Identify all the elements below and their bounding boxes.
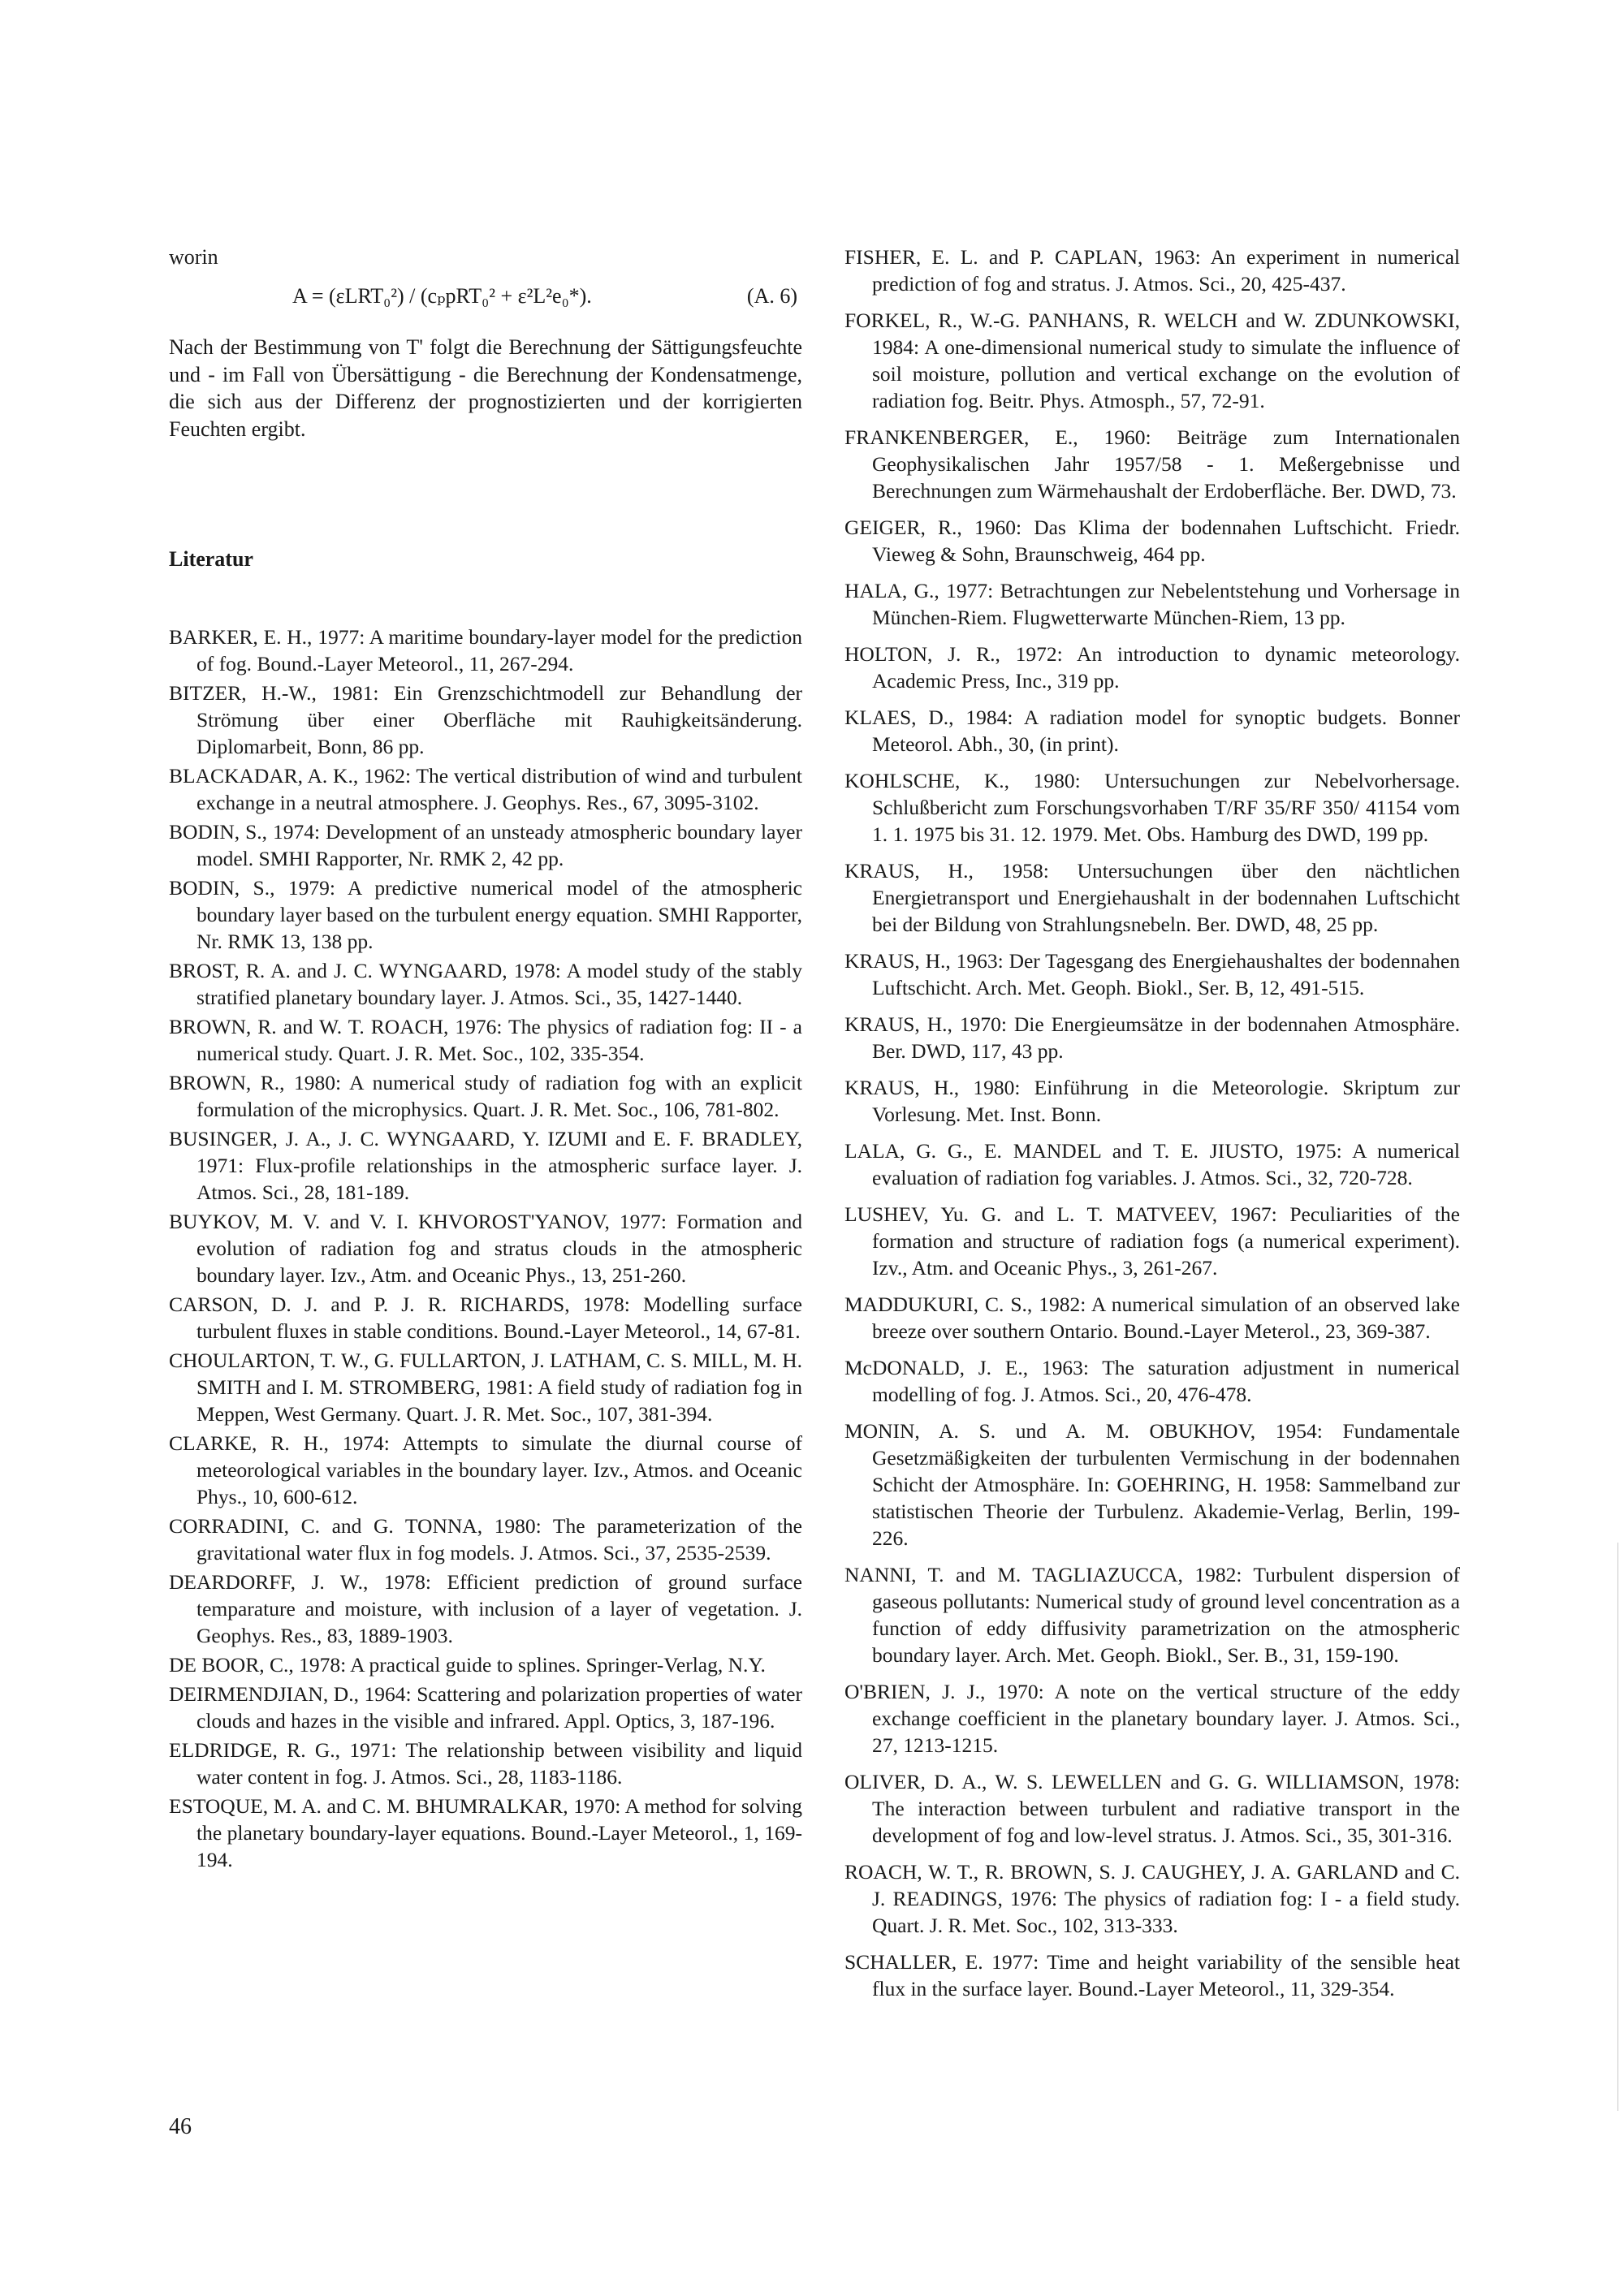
reference-entry: DEIRMENDJIAN, D., 1964: Scattering and polarization properties of water clouds and hazes in the visible and infrared. Appl. Optics, 3, 187-196. (169, 1681, 802, 1733)
reference-entry: DE BOOR, C., 1978: A practical guide to splines. Springer-Verlag, N.Y. (169, 1652, 766, 1677)
reference-entry: ELDRIDGE, R. G., 1971: The relationship between visibility and liquid water content in fog. J. Atmos. Sci., 28, 1183-1186. (169, 1737, 802, 1789)
intro-word: worin (169, 245, 218, 269)
page-number: 46 (169, 2114, 192, 2139)
reference-entry: BODIN, S., 1974: Development of an unsteady atmospheric boundary layer model. SMHI Rapporter, Nr. RMK 2, 42 pp. (169, 819, 802, 870)
reference-entry: LUSHEV, Yu. G. and L. T. MATVEEV, 1967: Peculiarities of the formation and structure of radiation fogs (a numerical experiment). Izv., Atm. and Oceanic Phys., 3, 261-267. (844, 1202, 1460, 1280)
reference-entry: BITZER, H.-W., 1981: Ein Grenzschichtmodell zur Behandlung der Strömung über einer Oberfläche mit Rauhigkeitsänderung. Diplomarbeit, Bonn, 86 pp. (169, 680, 802, 758)
reference-entry: BROWN, R., 1980: A numerical study of radiation fog with an explicit formulation of the microphysics. Quart. J. R. Met. Soc., 106, 781-802. (169, 1070, 802, 1121)
reference-entry: HALA, G., 1977: Betrachtungen zur Nebelentstehung und Vorhersage in München-Riem. Flugwetterwarte München-Riem, 13 pp. (844, 579, 1460, 629)
reference-entry: CARSON, D. J. and P. J. R. RICHARDS, 1978: Modelling surface turbulent fluxes in stable conditions. Bound.-Layer Meteorol., 14, 67-81. (169, 1292, 802, 1343)
reference-entry: KOHLSCHE, K., 1980: Untersuchungen zur Nebelvorhersage. Schlußbericht zum Forschungsvorhaben T/RF 35/RF 350/ 41154 vom 1. 1. 1975 bis 31. 12. 1979. Met. Obs. Hamburg des DWD, 199 pp. (844, 769, 1460, 846)
reference-entry: NANNI, T. and M. TAGLIAZUCCA, 1982: Turbulent dispersion of gaseous pollutants: Numerical study of ground level concentration as a function of eddy diffusivity parametrization on the atmospheric boundary layer. Arch. Met. Geoph. Biokl., Ser. B., 31, 159-190. (844, 1563, 1460, 1667)
reference-entry: CLARKE, R. H., 1974: Attempts to simulate the diurnal course of meteorological variables in the boundary layer. Izv., Atmos. and Oceanic Phys., 10, 600-612. (169, 1431, 802, 1508)
reference-entry: O'BRIEN, J. J., 1970: A note on the vertical structure of the eddy exchange coefficient in the planetary boundary layer. J. Atmos. Sci., 27, 1213-1215. (844, 1680, 1460, 1757)
reference-entry: KRAUS, H., 1963: Der Tagesgang des Energiehaushaltes der bodennahen Luftschicht. Arch. Met. Geoph. Biokl., Ser. B, 12, 491-515. (844, 949, 1460, 999)
body-paragraph: Nach der Bestimmung von T' folgt die Berechnung der Sättigungsfeuchte und - im Fall von Übersättigung - die Berechnung der Kondensatmenge, die sich aus der Differenz der prognostizierten und der korrigierten Feuchten ergibt. (169, 335, 802, 441)
reference-entry: KRAUS, H., 1980: Einführung in die Meteorologie. Skriptum zur Vorlesung. Met. Inst. Bonn. (844, 1076, 1460, 1126)
reference-entry: BARKER, E. H., 1977: A maritime boundary-layer model for the prediction of fog. Bound.-Layer Meteorol., 11, 267-294. (169, 624, 802, 675)
equation-number: (A. 6) (746, 283, 797, 308)
reference-entry: BUSINGER, J. A., J. C. WYNGAARD, Y. IZUMI and E. F. BRADLEY, 1971: Flux-profile relationships in the atmospheric surface layer. J. Atmos. Sci., 28, 181-189. (169, 1126, 802, 1204)
reference-entry: KRAUS, H., 1970: Die Energieumsätze in der bodennahen Atmosphäre. Ber. DWD, 117, 43 pp. (844, 1012, 1460, 1063)
equation-body: A = (εLRT₀²) / (cₚpRT₀² + ε²L²e₀*). (292, 283, 592, 308)
reference-entry: BODIN, S., 1979: A predictive numerical model of the atmospheric boundary layer based on the turbulent energy equation. SMHI Rapporter, Nr. RMK 13, 138 pp. (169, 875, 802, 953)
reference-entry: FISHER, E. L. and P. CAPLAN, 1963: An experiment in numerical prediction of fog and stratus. J. Atmos. Sci., 20, 425-437. (844, 245, 1460, 296)
right-column (844, 244, 1460, 2012)
left-column (169, 244, 802, 1875)
reference-entry: CORRADINI, C. and G. TONNA, 1980: The parameterization of the gravitational water flux in fog models. J. Atmos. Sci., 37, 2535-2539. (169, 1513, 802, 1564)
reference-entry: FORKEL, R., W.-G. PANHANS, R. WELCH and W. ZDUNKOWSKI, 1984: A one-dimensional numerical study to simulate the influence of soil moisture, pollution and vertical exchange on the evolution of radiation fog. Beitr. Phys. Atmosph., 57, 72-91. (844, 309, 1460, 412)
section-heading-literatur: Literatur (169, 547, 253, 571)
reference-entry: OLIVER, D. A., W. S. LEWELLEN and G. G. WILLIAMSON, 1978: The interaction between turbulent and radiative transport in the development of fog and low-level stratus. J. Atmos. Sci., 35, 301-316. (844, 1770, 1460, 1847)
reference-list-left (169, 624, 802, 1873)
reference-entry: BROST, R. A. and J. C. WYNGAARD, 1978: A model study of the stably stratified planetary boundary layer. J. Atmos. Sci., 35, 1427-1440. (169, 958, 802, 1009)
reference-entry: KRAUS, H., 1958: Untersuchungen über den nächtlichen Energietransport und Energiehaushalt in der bodennahen Luftschicht bei der Bildung von Strahlungsnebeln. Ber. DWD, 48, 25 pp. (844, 859, 1460, 936)
reference-entry: KLAES, D., 1984: A radiation model for synoptic budgets. Bonner Meteorol. Abh., 30, (in print). (844, 706, 1460, 756)
reference-entry: SCHALLER, E. 1977: Time and height variability of the sensible heat flux in the surface layer. Bound.-Layer Meteorol., 11, 329-354. (844, 1950, 1460, 2000)
equation-a6 (169, 283, 802, 310)
reference-entry: GEIGER, R., 1960: Das Klima der bodennahen Luftschicht. Friedr. Vieweg & Sohn, Braunschweig, 464 pp. (844, 516, 1460, 566)
reference-entry: MONIN, A. S. und A. M. OBUKHOV, 1954: Fundamentale Gesetzmäßigkeiten der turbulenten Vermischung in der bodennahen Schicht der Atmosphäre. In: GOEHRING, H. 1958: Sammelband zur statistischen Theorie der Turbulenz. Akademie-Verlag, Berlin, 199-226. (844, 1419, 1460, 1550)
reference-entry: BLACKADAR, A. K., 1962: The vertical distribution of wind and turbulent exchange in a neutral atmosphere. J. Geophys. Res., 67, 3095-3102. (169, 763, 802, 814)
reference-entry: DEARDORFF, J. W., 1978: Efficient prediction of ground surface temparature and moisture, with inclusion of a layer of vegetation. J. Geophys. Res., 83, 1889-1903. (169, 1569, 802, 1647)
reference-entry: ROACH, W. T., R. BROWN, S. J. CAUGHEY, J. A. GARLAND and C. J. READINGS, 1976: The physics of radiation fog: I - a field study. Quart. J. R. Met. Soc., 102, 313-333. (844, 1860, 1460, 1937)
reference-entry: McDONALD, J. E., 1963: The saturation adjustment in numerical modelling of fog. J. Atmos. Sci., 20, 476-478. (844, 1356, 1460, 1406)
reference-entry: BROWN, R. and W. T. ROACH, 1976: The physics of radiation fog: II - a numerical study. Quart. J. R. Met. Soc., 102, 335-354. (169, 1014, 802, 1065)
reference-entry: CHOULARTON, T. W., G. FULLARTON, J. LATHAM, C. S. MILL, M. H. SMITH and I. M. STROMBERG, 1981: A field study of radiation fog in Meppen, West Germany. Quart. J. R. Met. Soc., 107, 381-394. (169, 1348, 802, 1426)
reference-entry: FRANKENBERGER, E., 1960: Beiträge zum Internationalen Geophysikalischen Jahr 1957/58 - 1. Meßergebnisse und Berechnungen zum Wärmehaushalt der Erdoberfläche. Ber. DWD, 73. (844, 425, 1460, 503)
reference-entry: ESTOQUE, M. A. and C. M. BHUMRALKAR, 1970: A method for solving the planetary boundary-layer equations. Bound.-Layer Meteorol., 1, 169-194. (169, 1793, 802, 1871)
reference-entry: HOLTON, J. R., 1972: An introduction to dynamic meteorology. Academic Press, Inc., 319 pp. (844, 642, 1460, 693)
reference-entry: MADDUKURI, C. S., 1982: A numerical simulation of an observed lake breeze over southern Ontario. Bound.-Layer Meterol., 23, 369-387. (844, 1293, 1460, 1343)
reference-entry: BUYKOV, M. V. and V. I. KHVOROST'YANOV, 1977: Formation and evolution of radiation fog and stratus clouds in the atmospheric boundary layer. Izv., Atm. and Oceanic Phys., 13, 251-260. (169, 1209, 802, 1287)
reference-entry: LALA, G. G., E. MANDEL and T. E. JIUSTO, 1975: A numerical evaluation of radiation fog variables. J. Atmos. Sci., 32, 720-728. (844, 1139, 1460, 1189)
